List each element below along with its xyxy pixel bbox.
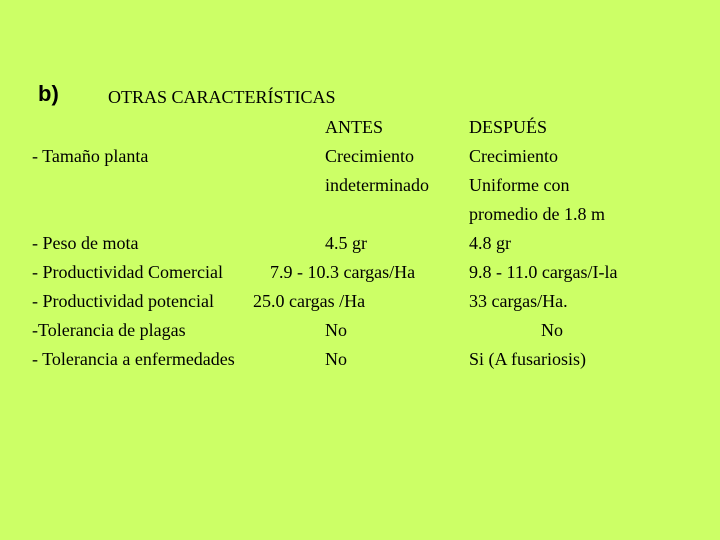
tamano-despues-line-1: Crecimiento (469, 146, 558, 166)
row-label-productividad-potencial: - Productividad potencial (32, 291, 214, 311)
section-label: b) (38, 81, 59, 106)
tamano-antes-line-1: Crecimiento (325, 146, 414, 166)
tolerancia-enfermedades-antes: No (325, 349, 347, 369)
peso-antes: 4.5 gr (325, 233, 367, 253)
column-header-antes: ANTES (325, 117, 383, 137)
tamano-despues-line-2: Uniforme con (469, 175, 570, 195)
row-label-tamano-planta: - Tamaño planta (32, 146, 149, 166)
peso-despues: 4.8 gr (469, 233, 511, 253)
tolerancia-enfermedades-despues: Si (A fusariosis) (469, 349, 586, 369)
tamano-despues-line-3: promedio de 1.8 m (469, 204, 605, 224)
productividad-potencial-despues: 33 cargas/Ha. (469, 291, 568, 311)
productividad-comercial-despues: 9.8 - 11.0 cargas/I-la (469, 262, 618, 282)
row-label-tolerancia-enfermedades: - Tolerancia a enfermedades (32, 349, 235, 369)
row-label-tolerancia-plagas: -Tolerancia de plagas (32, 320, 186, 340)
tolerancia-plagas-antes: No (325, 320, 347, 340)
row-label-productividad-comercial: - Productividad Comercial (32, 262, 223, 282)
tamano-antes-line-2: indeterminado (325, 175, 429, 195)
column-header-despues: DESPUÉS (469, 117, 548, 137)
tolerancia-plagas-despues: No (541, 320, 563, 340)
row-label-peso-mota: - Peso de mota (32, 233, 139, 253)
section-title: OTRAS CARACTERÍSTICAS (108, 87, 336, 107)
productividad-comercial-antes: 7.9 - 10.3 cargas/Ha (270, 262, 416, 282)
productividad-potencial-antes: 25.0 cargas /Ha (253, 291, 366, 311)
